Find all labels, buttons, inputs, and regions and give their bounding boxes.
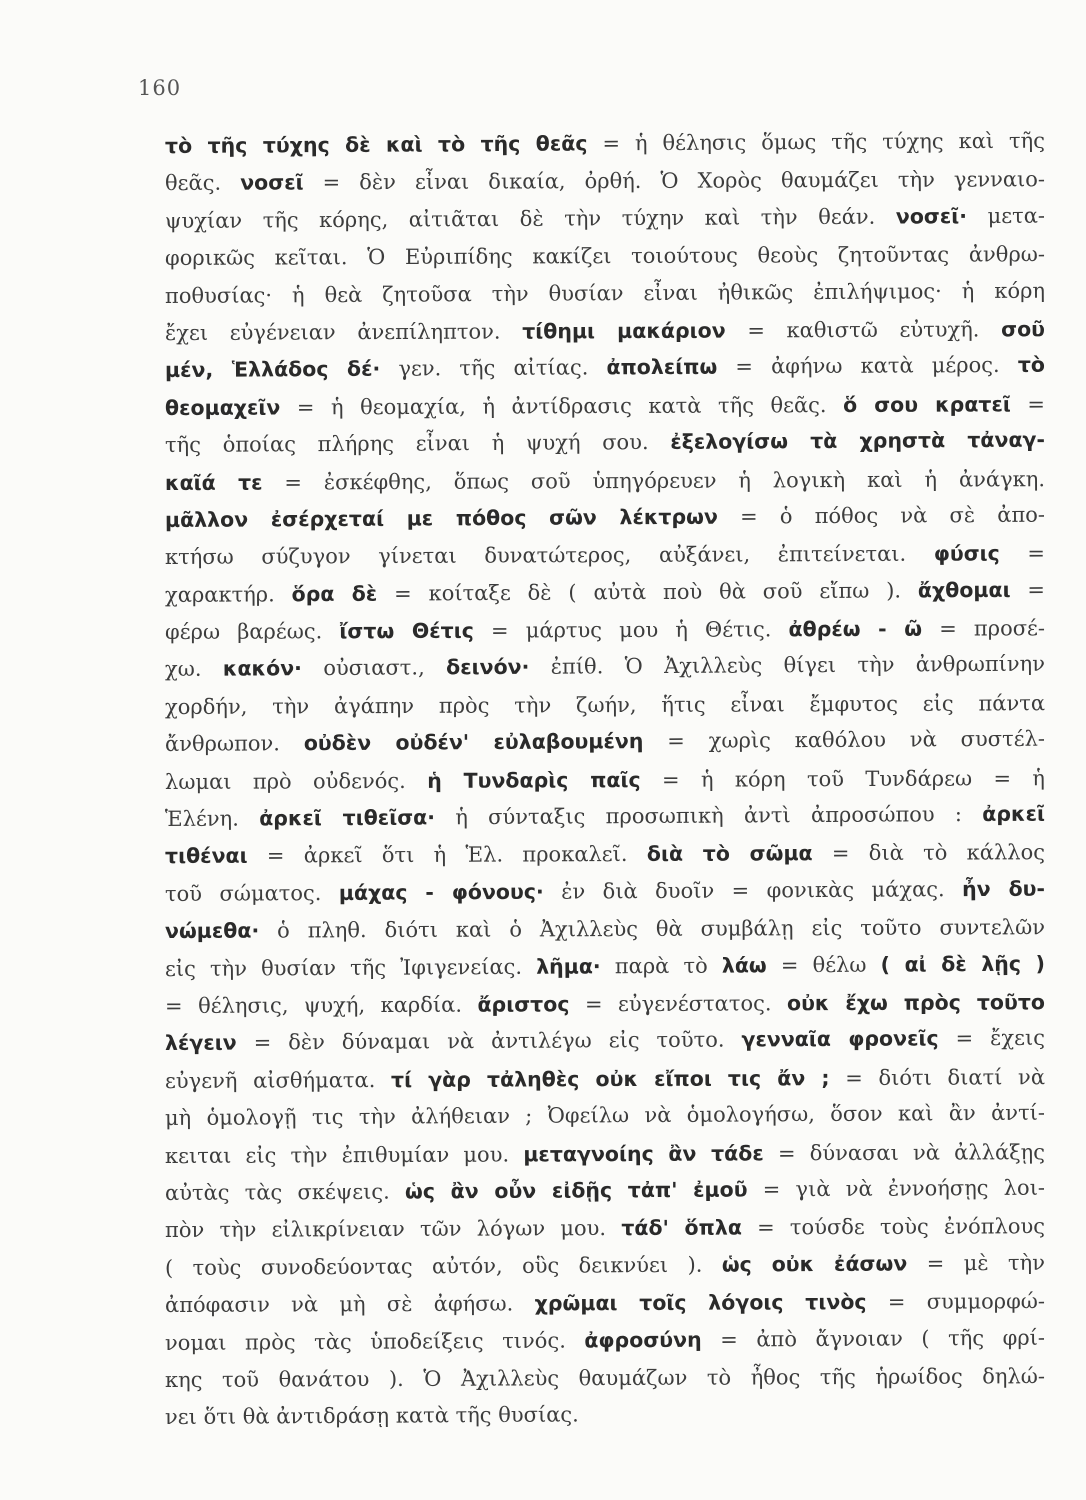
- text-line: [165, 386, 1045, 427]
- text-line: [165, 870, 1045, 913]
- gloss-text: = συμμορφώ-: [866, 1289, 1046, 1315]
- gloss-text: ἔχει εὐγένειαν ἀνεπίληπτον.: [164, 319, 523, 345]
- text-line: [165, 1358, 1045, 1399]
- text-line: [165, 1170, 1045, 1213]
- headword: ἦν δυ-: [962, 876, 1046, 901]
- headword: νοσεῖ·: [895, 203, 968, 229]
- headword: λέγειν: [164, 1030, 237, 1056]
- gloss-text: κειται εἰς τὴν ἐπιθυμίαν μου.: [164, 1141, 524, 1168]
- gloss-text: ἡ σύνταξις προσωπικὴ ἀντὶ ἀπροσώπου :: [434, 802, 983, 830]
- gloss-text: μετα-: [966, 203, 1046, 228]
- headword: διὰ τὸ σῶμα: [646, 841, 813, 867]
- gloss-text: = δὲν δύναμαι νὰ ἀντιλέγω εἰς τοῦτο.: [236, 1027, 742, 1055]
- headword: ὅ σου κρατεῖ: [843, 392, 1011, 417]
- gloss-text: = θέλω: [766, 952, 881, 977]
- gloss-text: = ἡ θεομαχία, ἡ ἀντίδρασις κατὰ τῆς θεᾶς.: [280, 392, 844, 420]
- gloss-text: ὁ πληθ. διότι καὶ ὁ Ἀχιλλεὺς θὰ συμβάλῃ εἰς τοῦτο συντελῶν: [259, 915, 1046, 943]
- gloss-text: = χωρὶς καθόλου νὰ συστέλ-: [643, 726, 1046, 754]
- gloss-text: = τούσδε τοὺς ἐνόπλους: [741, 1214, 1046, 1240]
- gloss-text: τῆς ὁποίας πλήρης εἶναι ἡ ψυχή σου.: [164, 430, 671, 458]
- headword: ὡς ἂν οὖν εἰδῇς τἀπ' ἐμοῦ: [404, 1177, 748, 1204]
- gloss-text: θεᾶς.: [164, 171, 241, 196]
- headword: μέν, Ἑλλάδος δέ·: [164, 357, 381, 383]
- gloss-text: ( τοὺς συνοδεύοντας αὐτόν, οὓς δεικνύει ).: [164, 1252, 722, 1280]
- headword: τὸ: [1017, 352, 1046, 378]
- gloss-text: φορικῶς κεῖται. Ὁ Εὐριπίδης κακίζει τοιούτους θεοὺς ζητοῦντας ἀνθρω-: [164, 242, 1046, 271]
- gloss-text: =: [999, 541, 1046, 566]
- headword: τίθημι μακάριον: [522, 318, 726, 344]
- headword: ἀπολείπω: [606, 354, 718, 380]
- commentary-text: [165, 128, 1045, 1437]
- headword: σοῦ: [1001, 317, 1046, 342]
- text-line: [165, 835, 1045, 876]
- text-line: [165, 571, 1045, 614]
- headword: ἴστω Θέτις: [339, 618, 474, 644]
- headword: ὅρα δὲ: [291, 581, 378, 606]
- text-line: [165, 236, 1045, 277]
- gloss-text: = ἔχεις: [938, 1025, 1046, 1051]
- gloss-text: = δύνασαι νὰ ἀλλάξῃς: [763, 1139, 1046, 1165]
- gloss-text: παρὰ τὸ: [600, 953, 722, 978]
- text-line: [165, 1394, 1045, 1437]
- text-line: [165, 1244, 1045, 1287]
- gloss-text: ψυχίαν τῆς κόρης, αἰτιᾶται δὲ τὴν τύχην καὶ τὴν θεάν.: [164, 204, 896, 233]
- headword: μάχας - φόνους·: [338, 879, 544, 905]
- headword: χρῶμαι τοῖς λόγοις τινὸς: [534, 1290, 867, 1316]
- headword: φύσις: [933, 541, 1000, 566]
- gloss-text: εἰς τὴν θυσίαν τῆς Ἰφιγενείας.: [164, 954, 537, 981]
- gloss-text: = καθιστῶ εὐτυχῆ.: [725, 317, 1002, 343]
- headword: ἀθρέω - ῶ: [788, 616, 923, 642]
- gloss-text: = ἀρκεῖ ὅτι ἡ Ἑλ. προκαλεῖ.: [247, 842, 647, 869]
- headword: δεινόν·: [446, 655, 530, 680]
- headword: κακόν·: [222, 656, 303, 682]
- gloss-text: = θέλησις, ψυχή, καρδία.: [164, 992, 478, 1018]
- text-line: [165, 610, 1045, 651]
- gloss-text: χω.: [164, 657, 223, 682]
- gloss-text: = εὐγενέστατος.: [569, 991, 788, 1017]
- headword: οὐδὲν οὐδέν' εὐλαβουμένη: [303, 729, 644, 756]
- text-line: [165, 760, 1045, 801]
- text-line: [165, 796, 1045, 839]
- text-line: [165, 311, 1045, 352]
- headword: ἡ Τυνδαρὶς παῖς: [427, 767, 641, 793]
- text-line: [165, 1020, 1045, 1063]
- gloss-text: = διὰ τὸ κάλλος: [812, 840, 1046, 866]
- headword: καῖά τε: [164, 470, 263, 495]
- gloss-text: φέρω βαρέως.: [164, 619, 340, 645]
- text-line: [165, 461, 1045, 502]
- text-line: [165, 1319, 1045, 1362]
- gloss-text: = ἐσκέφθης, ὅπως σοῦ ὑπηγόρευεν ἡ λογικὴ καὶ ἡ ἀνάγκη.: [262, 466, 1046, 495]
- gloss-text: πὸν τὴν εἰλικρίνειαν τῶν λόγων μου.: [164, 1216, 622, 1243]
- gloss-text: = μὲ τὴν: [907, 1250, 1046, 1276]
- headword: ἀφροσύνη: [584, 1327, 702, 1352]
- headword: μᾶλλον ἐσέρχεταί με πόθος σῶν λέκτρων: [164, 504, 718, 532]
- gloss-text: Ἑλένη.: [164, 806, 260, 832]
- gloss-text: =: [1010, 391, 1046, 417]
- headword: τάδ' ὅπλα: [621, 1215, 742, 1241]
- headword: ἄχθομαι: [917, 577, 1011, 603]
- gloss-text: =: [1010, 577, 1046, 602]
- text-line: [165, 123, 1045, 166]
- gloss-text: οὐσιαστ.,: [301, 655, 447, 681]
- headword: ἀρκεῖ τιθεῖσα·: [259, 805, 436, 831]
- headword: τιθέναι: [164, 844, 248, 869]
- gloss-text: = δὲν εἶναι δικαία, ὀρθή. Ὁ Χορὸς θαυμάζει τὴν γενναιο-: [303, 167, 1046, 195]
- text-line: [165, 909, 1045, 950]
- text-line: [165, 945, 1045, 988]
- text-line: [165, 347, 1045, 390]
- text-line: [165, 422, 1045, 465]
- headword: ἀρκεῖ: [982, 801, 1046, 827]
- text-line: [165, 1283, 1045, 1324]
- gloss-text: = γιὰ νὰ ἐννοήσῃς λοι-: [747, 1175, 1046, 1202]
- text-line: [165, 162, 1045, 203]
- headword: μεταγνοίης ἂν τάδε: [523, 1140, 764, 1166]
- text-line: [165, 646, 1045, 689]
- gloss-text: λωμαι πρὸ οὐδενός.: [164, 768, 428, 794]
- gloss-text: = κοίταξε δὲ ( αὐτὰ ποὺ θὰ σοῦ εἴπω ).: [377, 578, 918, 606]
- text-line: [165, 685, 1045, 726]
- gloss-text: αὐτὰς τὰς σκέψεις.: [164, 1179, 406, 1205]
- text-line: [165, 535, 1045, 576]
- gloss-text: = μάρτυς μου ἡ Θέτις.: [473, 617, 789, 643]
- gloss-text: ἐπίθ. Ὁ Ἀχιλλεὺς θίγει τὴν ἀνθρωπίνην: [529, 652, 1046, 680]
- headword: τὸ τῆς τύχης δὲ καὶ τὸ τῆς θεᾶς: [164, 131, 588, 158]
- page-number: 160: [138, 76, 182, 100]
- gloss-text: χορδήν, τὴν ἀγάπην πρὸς τὴν ζωήν, ἥτις εἶναι ἔμφυτος εἰς πάντα: [164, 691, 1046, 719]
- gloss-text: = προσέ-: [922, 616, 1046, 641]
- gloss-text: ποθυσίας· ἡ θεὰ ζητοῦσα τὴν θυσίαν εἶναι ἠθικῶς ἐπιλήψιμος· ἡ κόρη: [164, 278, 1046, 308]
- headword: τί γὰρ τἀληθὲς οὐκ εἴποι τις ἄν ;: [390, 1065, 830, 1092]
- text-line: [165, 497, 1045, 540]
- headword: ( αἰ δὲ λῇς ): [880, 951, 1046, 977]
- headword: νοσεῖ: [240, 170, 304, 196]
- gloss-text: ἀπόφασιν νὰ μὴ σὲ ἀφήσω.: [164, 1291, 535, 1318]
- headword: ἄριστος: [477, 992, 570, 1017]
- text-line: [165, 1134, 1045, 1175]
- headword: ὡς οὐκ ἐάσων: [721, 1251, 908, 1277]
- headword: λῆμα·: [536, 953, 601, 979]
- gloss-text: = ὁ πόθος νὰ σὲ ἀπο-: [717, 502, 1046, 529]
- headword: γενναῖα φρονεῖς: [741, 1026, 939, 1052]
- gloss-text: κης τοῦ θανάτου ). Ὁ Ἀχιλλεὺς θαυμάζων τὸ ἦθος τῆς ἡρωίδος δηλώ-: [164, 1364, 1046, 1392]
- gloss-text: γεν. τῆς αἰτίας.: [380, 355, 607, 382]
- gloss-text: τοῦ σώματος.: [164, 880, 339, 906]
- gloss-text: = ἀφήνω κατὰ μέρος.: [717, 353, 1018, 379]
- text-line: [165, 1095, 1045, 1138]
- gloss-text: κτήσω σύζυγον γίνεται δυνατώτερος, αὐξάνει, ἐπιτείνεται.: [164, 541, 934, 570]
- text-line: [165, 721, 1045, 764]
- headword: θεομαχεῖν: [164, 395, 281, 420]
- gloss-text: ἄνθρωπον.: [164, 731, 304, 757]
- text-line: [165, 1059, 1045, 1100]
- headword: νώμεθα·: [164, 918, 260, 944]
- headword: ἐξελογίσω τὰ χρηστὰ τἀναγ-: [670, 427, 1046, 455]
- headword: οὐκ ἔχω πρὸς τοῦτο: [786, 990, 1046, 1016]
- gloss-text: ἐν διὰ δυοῖν = φονικὰς μάχας.: [543, 876, 963, 904]
- gloss-text: = ἡ κόρη τοῦ Τυνδάρεω = ἡ: [640, 765, 1046, 792]
- gloss-text: νει ὅτι θὰ ἀντιδράσῃ κατὰ τῆς θυσίας.: [164, 1402, 579, 1430]
- text-line: [165, 272, 1045, 315]
- gloss-text: χαρακτήρ.: [164, 581, 292, 607]
- text-line: [165, 1208, 1045, 1249]
- gloss-text: εὐγενῆ αἰσθήματα.: [164, 1067, 392, 1093]
- gloss-text: μὴ ὁμολογῇ τις τὴν ἀλήθειαν ; Ὀφείλω νὰ ὁμολογήσω, ὅσον καὶ ἂν ἀντί-: [164, 1100, 1046, 1131]
- text-line: [165, 197, 1045, 240]
- gloss-text: = ἀπὸ ἄγνοιαν ( τῆς φρί-: [701, 1325, 1046, 1352]
- text-line: [165, 984, 1045, 1025]
- gloss-text: = διότι διατί νὰ: [829, 1064, 1046, 1090]
- headword: λάω: [721, 952, 767, 978]
- gloss-text: = ἡ θέλησις ὅμως τῆς τύχης καὶ τῆς: [587, 128, 1046, 156]
- gloss-text: νομαι πρὸς τὰς ὑποδείξεις τινός.: [164, 1327, 585, 1355]
